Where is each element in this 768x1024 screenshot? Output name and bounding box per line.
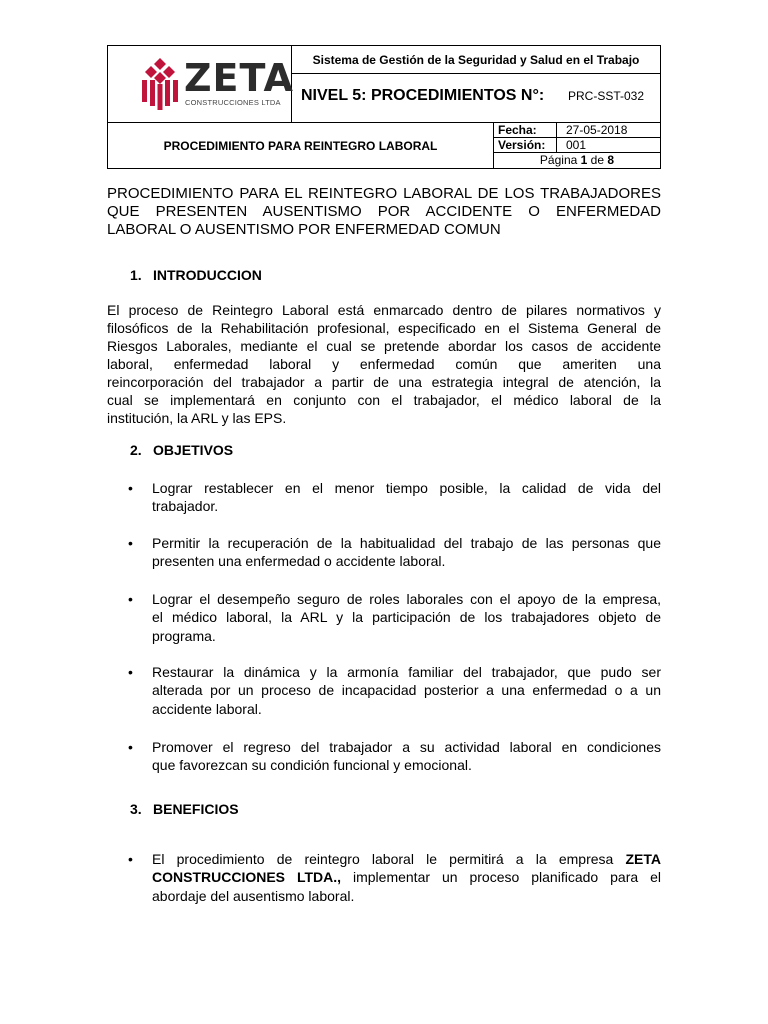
item-line: Restaurar la dinámica y la armonía familiar del trabajador, que pudo ser	[152, 664, 661, 680]
item-line: Lograr el desempeño seguro de roles laborales con el apoyo de la empresa,	[152, 591, 661, 607]
paragraph-line: laboral, enfermedad laboral y enfermedad común que ameriten una	[107, 356, 661, 372]
section-heading-intro	[130, 266, 262, 284]
intro-paragraph	[107, 301, 661, 427]
section-number: 3.	[130, 801, 142, 817]
logo-wordmark: ZETA	[184, 56, 294, 100]
paragraph-line: reincorporación del trabajador a partir de una estrategia integral de atención, la	[107, 374, 661, 390]
benefit-text: implementar un proceso planificado para el	[352, 869, 661, 886]
meta-date-row	[494, 123, 660, 138]
system-title: Sistema de Gestión de la Seguridad y Salud en el Trabajo	[292, 46, 660, 74]
section-heading-objectives	[130, 441, 233, 459]
bullet-icon: •	[128, 664, 133, 680]
paragraph-line: El proceso de Reintegro Laboral está enmarcado dentro de pilares normativos y	[107, 302, 661, 318]
section-heading-benefits	[130, 800, 239, 818]
item-line: alterada por un proceso de incapacidad posterior a una enfermedad o a un	[152, 682, 661, 699]
benefit-text: El procedimiento de reintegro laboral le permitirá a la empresa	[152, 851, 614, 867]
paragraph-line: cual se implementará en conjunto con el trabajador, el médico laboral de la	[107, 392, 661, 408]
section-title: OBJETIVOS	[153, 442, 234, 458]
company-name: ZETA	[625, 851, 662, 867]
date-value: 27-05-2018	[566, 123, 628, 137]
level-cell	[292, 74, 660, 122]
bullet-icon: •	[128, 535, 133, 551]
item-line: programa.	[152, 627, 216, 644]
procedure-title: PROCEDIMIENTO PARA REINTEGRO LABORAL	[108, 122, 494, 168]
bullet-icon: •	[128, 591, 133, 607]
bullet-icon: •	[128, 480, 133, 496]
logo-cell	[108, 46, 292, 122]
document-header-table	[107, 45, 661, 169]
item-line: el médico laboral, la ARL y la participación de los trabajadores objeto de	[152, 609, 661, 626]
level-label: NIVEL 5: PROCEDIMIENTOS N°:	[301, 87, 545, 104]
title-line: PROCEDIMIENTO PARA EL REINTEGRO LABORAL DE LOS TRABAJADORES	[107, 185, 661, 202]
paragraph-line: Riesgos Laborales, mediante el cual se pretende abordar los casos de accidente	[107, 338, 661, 354]
section-title: BENEFICIOS	[153, 801, 239, 817]
section-number: 1.	[130, 267, 142, 283]
section-title: INTRODUCCION	[153, 267, 262, 283]
version-value: 001	[566, 138, 587, 152]
title-line: QUE PRESENTEN AUSENTISMO POR ACCIDENTE O ENFERMEDAD	[107, 203, 661, 220]
item-line: Permitir la recuperación de la habitualidad del trabajo de las personas que	[152, 535, 661, 551]
item-line: Lograr restablecer en el menor tiempo posible, la calidad de vida del	[152, 480, 661, 496]
company-name: CONSTRUCCIONES LTDA.,	[152, 869, 342, 886]
document-code: PRC-SST-032	[568, 89, 645, 103]
bullet-icon: •	[128, 851, 133, 867]
paragraph-line: filosóficos de la Rehabilitación profesional, especificado en el Sistema General de	[107, 320, 661, 336]
logo-subtitle: CONSTRUCCIONES LTDA	[185, 98, 281, 107]
page-of: de	[590, 153, 605, 167]
date-label: Fecha:	[494, 123, 557, 138]
section-number: 2.	[130, 442, 142, 458]
meta-version-row	[494, 138, 660, 153]
page-prefix: Página	[539, 153, 578, 167]
page-current: 1	[580, 153, 588, 167]
bullet-icon: •	[128, 739, 133, 755]
paragraph-line: institución, la ARL y las EPS.	[107, 410, 287, 426]
item-line: presenten una enfermedad o accidente laboral.	[152, 553, 446, 570]
page-total: 8	[607, 153, 615, 167]
document-meta	[494, 122, 660, 168]
item-line	[152, 850, 661, 868]
item-line: accidente laboral.	[152, 700, 262, 717]
item-line	[152, 868, 661, 886]
page-number	[494, 153, 660, 168]
item-line: abordaje del ausentismo laboral.	[152, 887, 355, 904]
title-line: LABORAL O AUSENTISMO POR ENFERMEDAD COMUN	[107, 221, 501, 238]
logo-mark-icon	[138, 56, 182, 112]
version-label: Versión:	[494, 138, 557, 153]
item-line: Promover el regreso del trabajador a su actividad laboral en condiciones	[152, 739, 661, 755]
item-line: que favorezcan su condición funcional y emocional.	[152, 757, 472, 774]
company-logo	[138, 56, 294, 112]
document-title	[107, 185, 661, 239]
item-line: trabajador.	[152, 498, 219, 515]
